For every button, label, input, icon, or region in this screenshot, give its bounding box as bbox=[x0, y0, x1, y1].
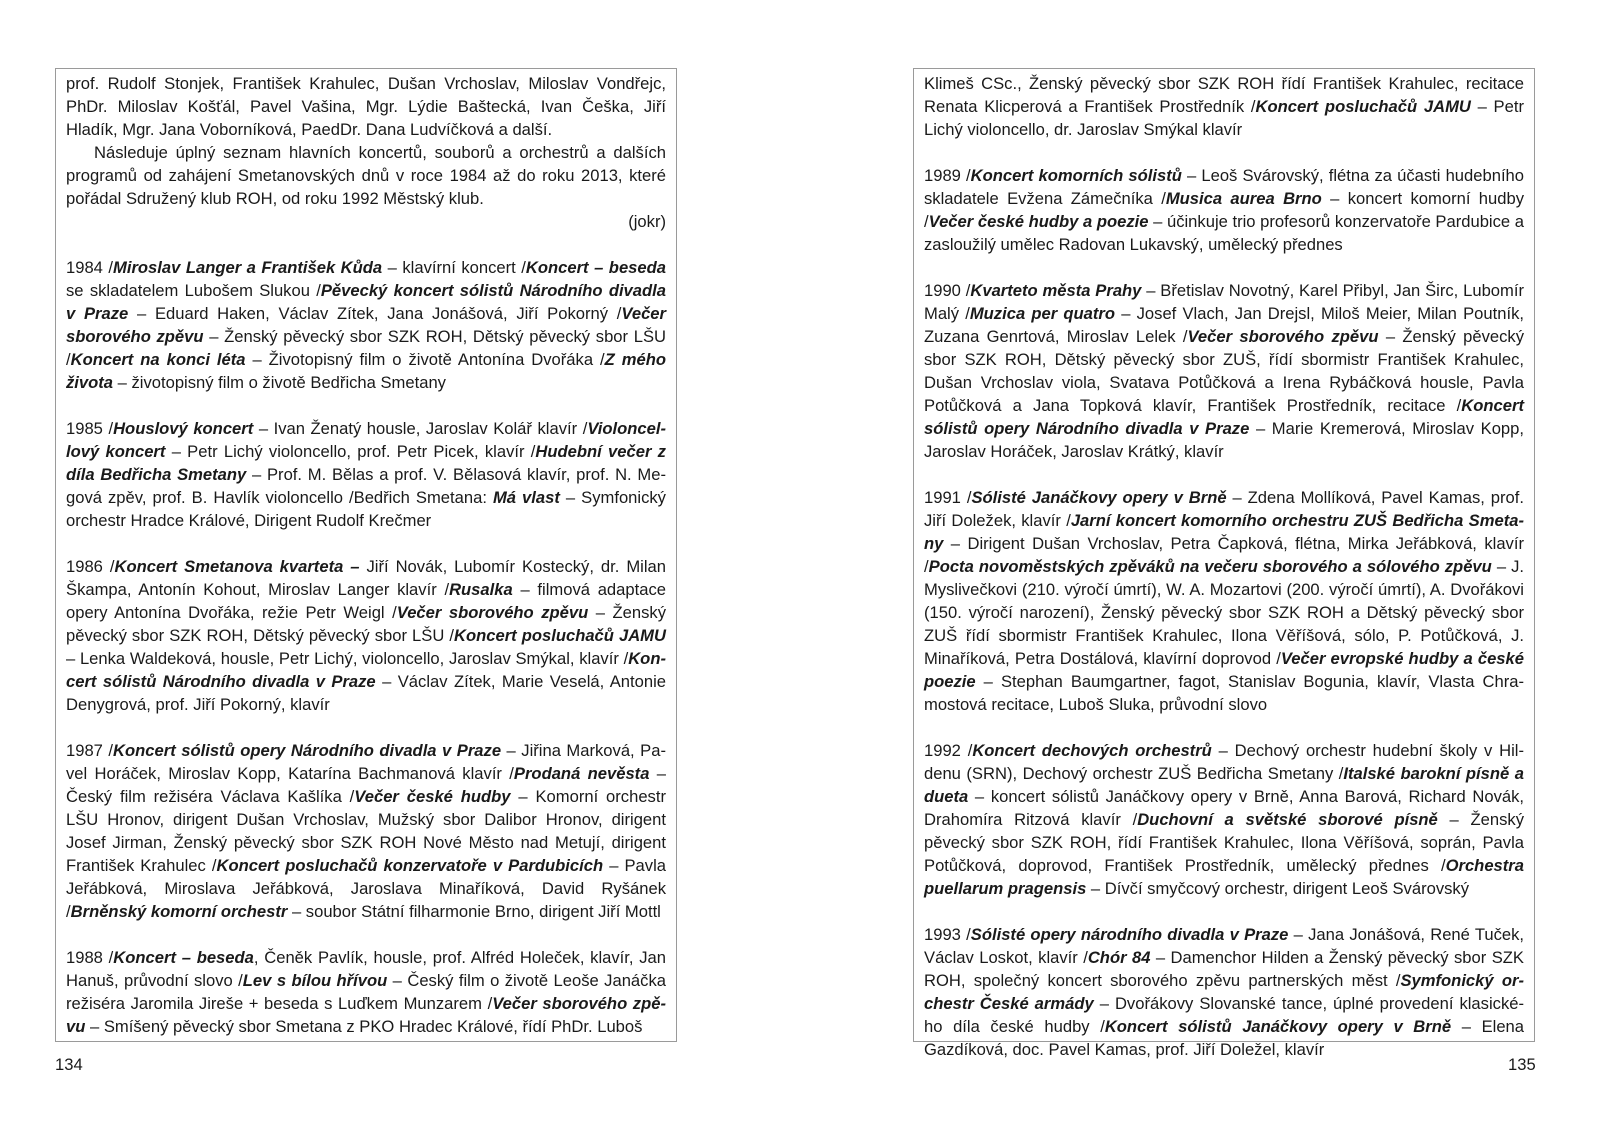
concert-title: Violoncellový koncert bbox=[66, 419, 666, 461]
concert-title: Koncert sólistů opery Národního divadla v Praze bbox=[924, 396, 1524, 438]
year-entry: 1989 /Koncert komorních sólistů – Leoš Svárovský, flétna za účasti hudebního skladatele Evžena Zámečníka /Musica aurea Brno – koncert komorní hudby /Večer české hudby a poezie – účinkuje trio profesorů konzervatoře Pardubice a zasloužilý umělec Radovan Lukavský, umělecký přednes bbox=[924, 166, 1525, 254]
year-entry: 1993 /Sólisté opery národního divadla v Praze – Jana Jonášová, René Tuček, Václav Loskot, klavír /Chór 84 – Damenchor Hilden a Ženský pěvecký sbor SZK ROH, společný koncert sborového zpěvu partnerských měst /Symfonický orchestr České armády – Dvořákovy Slovanské tance, úplné provedení klasického díla české hudby /Koncert sólistů Janáčkovy opery v Brně – Elena Gazdíková, doc. Pavel Kamas, prof. Jiří Doležel, klavír bbox=[924, 925, 1525, 1059]
concert-title: Z mého života bbox=[66, 350, 666, 392]
left-entries bbox=[66, 256, 666, 1038]
concert-title: Koncert komorních sólistů bbox=[970, 166, 1182, 185]
concert-title: Pěvecký koncert sólistů Národního divadla v Praze bbox=[66, 281, 666, 323]
concert-title: Koncert Smetanova kvarteta – bbox=[114, 557, 360, 576]
page-number-left: 134 bbox=[55, 1055, 83, 1074]
intro-list-paragraph: Následuje úplný seznam hlavních koncertů, souborů a orchestrů a dalších programů od zahájení Smetanovských dnů v roce 1984 až do roku 2013, které pořádal Sdružený klub ROH, od roku 1992 Městský klub. bbox=[66, 143, 666, 208]
concert-title: Koncert dechových orchestrů bbox=[972, 741, 1212, 760]
year-entry: 1987 /Koncert sólistů opery Národního divadla v Praze – Jiřina Marková, Pavel Horáček, Miroslav Kopp, Katarína Bachmanová klavír /Prodaná nevěsta – Český film režiséra Václava Kašlíka /Večer české hudby – Komorní orchestr LŠU Hronov, dirigent Dušan Vrchoslav, Mužský sbor Dalibor Hronov, dirigent Josef Jirman, Ženský pěvecký sbor SZK ROH Nové Město nad Metují, dirigent František Krahulec /Koncert posluchačů konzervatoře v Pardubicích – Pavla Jeřábková, Miroslava Jeřábková, Jaroslava Minaříková, David Ryšánek /Brněnský komorní orchestr – soubor Státní filharmonie Brno, dirigent Jiří Mottl bbox=[66, 741, 666, 921]
concert-title: Večer sborového zpěvu bbox=[66, 994, 666, 1036]
concert-title: Večer sborového zpěvu bbox=[66, 304, 666, 346]
concert-title: Rusalka bbox=[449, 580, 513, 599]
year-entry: 1984 /Miroslav Langer a František Kůda – klavírní koncert /Koncert – beseda se skladatelem Lubošem Slukou /Pěvecký koncert sólistů Národního divadla v Praze – Eduard Haken, Václav Zítek, Jana Jonášová, Jiří Pokorný /Večer sborového zpěvu – Ženský pěvecký sbor SZK ROH, Dětský pěvecký sbor LŠU /Koncert na konci léta – Životopisný film o životě Antonína Dvořáka /Z mého života – životopisný film o životě Bedřicha Smetany bbox=[66, 258, 666, 392]
concert-title: Koncert sólistů Národního divadla v Praze bbox=[66, 649, 666, 691]
intro-paragraph: prof. Rudolf Stonjek, František Krahulec, Dušan Vrchoslav, Miloslav Vondřejc, PhDr. Miloslav Košťál, Pavel Vašina, Mgr. Lýdie Baštecká, Ivan Češka, Jiří Hladík, Mgr. Jana Voborníková, PaedDr. Dana Ludvíčková a další. bbox=[66, 74, 666, 139]
page-number-right: 135 bbox=[1508, 1055, 1536, 1074]
concert-title: Večer sborového zpěvu bbox=[396, 603, 589, 622]
left-page-frame bbox=[55, 68, 677, 1042]
concert-title: Orchestra puellarum pragensis bbox=[924, 856, 1524, 898]
right-entries bbox=[924, 72, 1524, 1061]
year-entry: 1991 /Sólisté Janáčkovy opery v Brně – Zdena Mollíková, Pavel Kamas, prof. Jiří Doležek, klavír /Jarní koncert komorního orchestru ZUŠ Bedřicha Smetany – Dirigent Dušan Vrchoslav, Petra Čapková, flétna, Mirka Jeřábková, klavír /Pocta novoměstských zpěváků na večeru sborového a sólového zpěvu – J. Myslivečkovi (210. výročí úmrtí), W. A. Mozartovi (200. výročí úmrtí), A. Dvořákovi (150. výročí narození), Ženský pěvecký sbor SZK ROH a Dětský pěvecký sbor ZUŠ řídí sbormistr František Krahulec, Ilona Věříšová, sólo, P. Potůčková, J. Minaříková, Petra Dostálová, klavírní doprovod /Večer evropské hudby a české poezie – Stephan Baumgartner, fagot, Stanislav Bogunia, klavír, Vlasta Chramostová recitace, Luboš Sluka, průvodní slovo bbox=[924, 488, 1525, 714]
concert-title: Kvarteto města Prahy bbox=[970, 281, 1142, 300]
concert-title: Večer české hudby bbox=[354, 787, 511, 806]
concert-title: Koncert posluchačů JAMU bbox=[453, 626, 666, 645]
concert-title: Koncert sólistů opery Národního divadla v Praze bbox=[113, 741, 502, 760]
concert-title: Lev s bílou hřívou bbox=[242, 971, 388, 990]
concert-title: Koncert posluchačů JAMU bbox=[1255, 97, 1471, 116]
concert-title: Koncert – beseda bbox=[113, 948, 254, 967]
concert-title: Jarní koncert komorního orchestru ZUŠ Bedřicha Smetany bbox=[924, 511, 1524, 553]
right-page-frame bbox=[913, 68, 1535, 1059]
concert-title: Symfonický orchestr České armády bbox=[924, 971, 1524, 1013]
concert-title: Sólisté Janáčkovy opery v Brně bbox=[971, 488, 1227, 507]
concert-title: Pocta novoměstských zpěváků na večeru sborového a sólového zpěvu bbox=[928, 557, 1492, 576]
concert-title: Muzica per quatro bbox=[969, 304, 1115, 323]
concert-title: Brněnský komorní orchestr bbox=[70, 902, 288, 921]
concert-title: Koncert sólistů Janáčkovy opery v Brně bbox=[1104, 1017, 1452, 1036]
year-entry: 1988 /Koncert – beseda, Čeněk Pavlík, housle, prof. Alfréd Holeček, klavír, Jan Hanuš, průvodní slovo /Lev s bílou hřívou – Český film o životě Leoše Janáčka režiséra Jaromila Jireše + beseda s Luďkem Munzarem /Večer sborového zpěvu – Smíšený pěvecký sbor Smetana z PKO Hradec Králové, řídí PhDr. Luboš bbox=[66, 948, 667, 1036]
concert-title: Koncert na konci léta bbox=[70, 350, 246, 369]
author-signature: (jokr) bbox=[628, 212, 666, 231]
year-entry: 1990 /Kvarteto města Prahy – Břetislav Novotný, Karel Přibyl, Jan Širc, Lubomír Malý /Muzica per quatro – Josef Vlach, Jan Drejsl, Miloš Meier, Milan Poutník, Zuzana Genrtová, Miroslav Lelek /Večer sborového zpěvu – Ženský pěvecký sbor SZK ROH, Dětský pěvecký sbor ZUŠ, řídí sbormistr František Krahulec, Dušan Vrchoslav viola, Svatava Potůčková a Irena Rybáčková housle, Pavla Potůčková a Jana Topková klavír, František Prostředník, recitace /Koncert sólistů opery Národního divadla v Praze – Marie Kremerová, Miroslav Kopp, Jaroslav Horáček, Jaroslav Krátký, klavír bbox=[924, 281, 1524, 461]
concert-title: Večer sborového zpěvu bbox=[1187, 327, 1379, 346]
concert-title: Koncert – beseda bbox=[525, 258, 666, 277]
year-entry: Klimeš CSc., Ženský pěvecký sbor SZK ROH řídí František Krahulec, recitace Renata Klicperová a František Prostředník /Koncert posluchačů JAMU – Petr Lichý violoncello, dr. Jaroslav Smýkal klavír bbox=[924, 74, 1524, 139]
concert-title: Miroslav Langer a František Kůda bbox=[113, 258, 383, 277]
concert-title: Houslový koncert bbox=[113, 419, 254, 438]
concert-title: Musica aurea Brno bbox=[1165, 189, 1322, 208]
concert-title: Večer české hudby a poezie bbox=[928, 212, 1149, 231]
concert-title: Má vlast bbox=[492, 488, 560, 507]
concert-title: Večer evropské hudby a české poezie bbox=[924, 649, 1524, 691]
concert-title: Italské barokní písně a dueta bbox=[924, 764, 1524, 806]
concert-title: Chór 84 bbox=[1087, 948, 1151, 967]
concert-title: Prodaná nevěsta bbox=[513, 764, 650, 783]
year-entry: 1992 /Koncert dechových orchestrů – Dechový orchestr hudební školy v Hildenu (SRN), Dechový orchestr ZUŠ Bedřicha Smetany /Italské barokní písně a dueta – koncert sólistů Janáčkovy opery v Brně, Anna Barová, Richard Novák, Drahomíra Ritzová klavír /Duchovní a světské sborové písně – Ženský pěvecký sbor SZK ROH, řídí František Krahulec, Ilona Věříšová, soprán, Pavla Potůčková, doprovod, František Prostředník, umělecký přednes /Orchestra puellarum pragensis – Dívčí smyčcový orchestr, dirigent Leoš Svárovský bbox=[924, 741, 1525, 898]
concert-title: Duchovní a světské sborové písně bbox=[1137, 810, 1438, 829]
concert-title: Sólisté opery národního divadla v Praze bbox=[970, 925, 1289, 944]
concert-title: Hudební večer z díla Bedřicha Smetany bbox=[66, 442, 666, 484]
year-entry: 1986 /Koncert Smetanova kvarteta – Jiří Novák, Lubomír Kostecký, dr. Milan Škampa, Antonín Kohout, Miroslav Langer klavír /Rusalka – filmová adaptace opery Antonína Dvořáka, režie Petr Weigl /Večer sborového zpěvu – Ženský pěvecký sbor SZK ROH, Dětský pěvecký sbor LŠU /Koncert posluchačů JAMU – Lenka Waldeková, housle, Petr Lichý, violoncello, Jaroslav Smýkal, klavír /Koncert sólistů Národního divadla v Praze – Václav Zítek, Marie Veselá, Antonie Denygrová, prof. Jiří Pokorný, klavír bbox=[66, 557, 667, 714]
year-entry: 1985 /Houslový koncert – Ivan Ženatý housle, Jaroslav Kolář klavír /Violoncellový koncert – Petr Lichý violoncello, prof. Petr Picek, klavír /Hudební večer z díla Bedřicha Smetany – Prof. M. Bělas a prof. V. Bělasová klavír, prof. N. Megová zpěv, prof. B. Havlík violoncello /Bedřich Smetana: Má vlast – Symfonický orchestr Hradce Králové, Dirigent Rudolf Krečmer bbox=[66, 419, 666, 530]
concert-title: Koncert posluchačů konzervatoře v Pardubicích bbox=[216, 856, 604, 875]
